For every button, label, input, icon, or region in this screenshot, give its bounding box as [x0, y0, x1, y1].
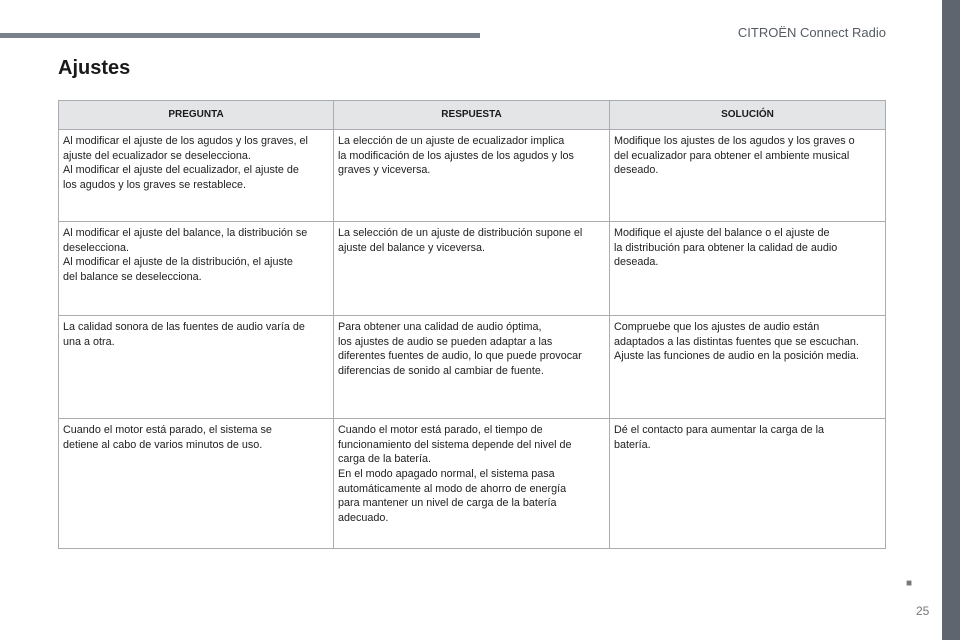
cell-text-line: Al modificar el ajuste del balance, la distribución se [63, 227, 308, 239]
cell-text-line: La selección de un ajuste de distribución supone el [338, 227, 583, 239]
cell-text-line: la distribución para obtener la calidad de audio [614, 241, 838, 254]
cell-text-line: Modifique el ajuste del balance o el ajuste de [614, 227, 830, 239]
cell-text-line: adaptados a las distintas fuentes que se escuchan. [614, 335, 859, 348]
cell-text-line: En el modo apagado normal, el sistema pasa [338, 468, 555, 481]
page-heading: Ajustes [58, 57, 131, 79]
answer-cell [334, 130, 610, 222]
faq-table [58, 100, 886, 549]
cell-text-line: funcionamiento del sistema depende del nivel de [338, 438, 572, 451]
cell-text-line: detiene al cabo de varios minutos de uso. [63, 438, 263, 451]
cell-text-line: Al modificar el ajuste de los agudos y los graves, el [63, 135, 308, 147]
cell-text-line: graves y viceversa. [338, 164, 431, 177]
document-title: CITROËN Connect Radio [737, 25, 886, 40]
column-header-answer: RESPUESTA [334, 101, 610, 130]
side-band [942, 0, 960, 640]
cell-text-line: los ajustes de audio se pueden adaptar a las [338, 335, 553, 348]
cell-text-line: diferentes fuentes de audio, lo que puede provocar [338, 350, 582, 363]
column-header-question: PREGUNTA [59, 101, 334, 130]
cell-text-line: Compruebe que los ajustes de audio están [614, 321, 820, 333]
question-cell [59, 316, 334, 419]
cell-text-line: deseada. [614, 256, 659, 269]
cell-text-line: Al modificar el ajuste de la distribución, el ajuste [63, 256, 293, 269]
cell-text-line: Modifique los ajustes de los agudos y los graves o [614, 135, 855, 147]
cell-text-line: La elección de un ajuste de ecualizador implica [338, 135, 565, 147]
answer-cell [334, 419, 610, 549]
cell-text-line: los agudos y los graves se restablece. [63, 179, 247, 192]
solution-cell [610, 222, 886, 316]
cell-text-line: del ecualizador para obtener el ambiente musical [614, 149, 850, 162]
column-header-solution: SOLUCIÓN [610, 101, 886, 130]
cell-text-line: del balance se deselecciona. [63, 271, 202, 284]
cell-text-line: automáticamente al modo de ahorro de energía [338, 482, 567, 495]
page-number: 25 [916, 604, 930, 618]
cell-text-line: Para obtener una calidad de audio óptima, [338, 321, 542, 333]
solution-cell [610, 316, 886, 419]
cell-text-line: Cuando el motor está parado, el tiempo de [338, 424, 543, 436]
cell-text-line: Cuando el motor está parado, el sistema se [63, 424, 272, 436]
cell-text-line: ajuste del ecualizador se deselecciona. [63, 149, 251, 162]
question-cell [59, 419, 334, 549]
cell-text-line: Dé el contacto para aumentar la carga de la [614, 424, 825, 436]
cell-text-line: carga de la batería. [338, 453, 432, 466]
answer-cell [334, 222, 610, 316]
solution-cell [610, 419, 886, 549]
cell-text-line: La calidad sonora de las fuentes de audio varía de [63, 321, 305, 333]
question-cell [59, 130, 334, 222]
cell-text-line: para mantener un nivel de carga de la batería [338, 497, 557, 510]
table-row [59, 130, 886, 222]
cell-text-line: deselecciona. [63, 241, 130, 254]
cell-text-line: batería. [614, 438, 651, 451]
cell-text-line: la modificación de los ajustes de los agudos y los [338, 149, 574, 162]
table-row [59, 316, 886, 419]
cell-text-line: Al modificar el ajuste del ecualizador, el ajuste de [63, 164, 299, 177]
table-body [59, 130, 886, 549]
cell-text-line: Ajuste las funciones de audio en la posición media. [614, 350, 859, 363]
page-marker: ■ [906, 578, 913, 589]
cell-text-line: una a otra. [63, 335, 115, 348]
table-row [59, 419, 886, 549]
cell-text-line: diferencias de sonido al cambiar de fuente. [338, 365, 544, 378]
table-row [59, 222, 886, 316]
cell-text-line: adecuado. [338, 512, 389, 525]
cell-text-line: ajuste del balance y viceversa. [338, 241, 486, 254]
question-cell [59, 222, 334, 316]
header-rule [0, 33, 480, 38]
answer-cell [334, 316, 610, 419]
cell-text-line: deseado. [614, 164, 659, 177]
table-header-row [59, 101, 886, 130]
solution-cell [610, 130, 886, 222]
